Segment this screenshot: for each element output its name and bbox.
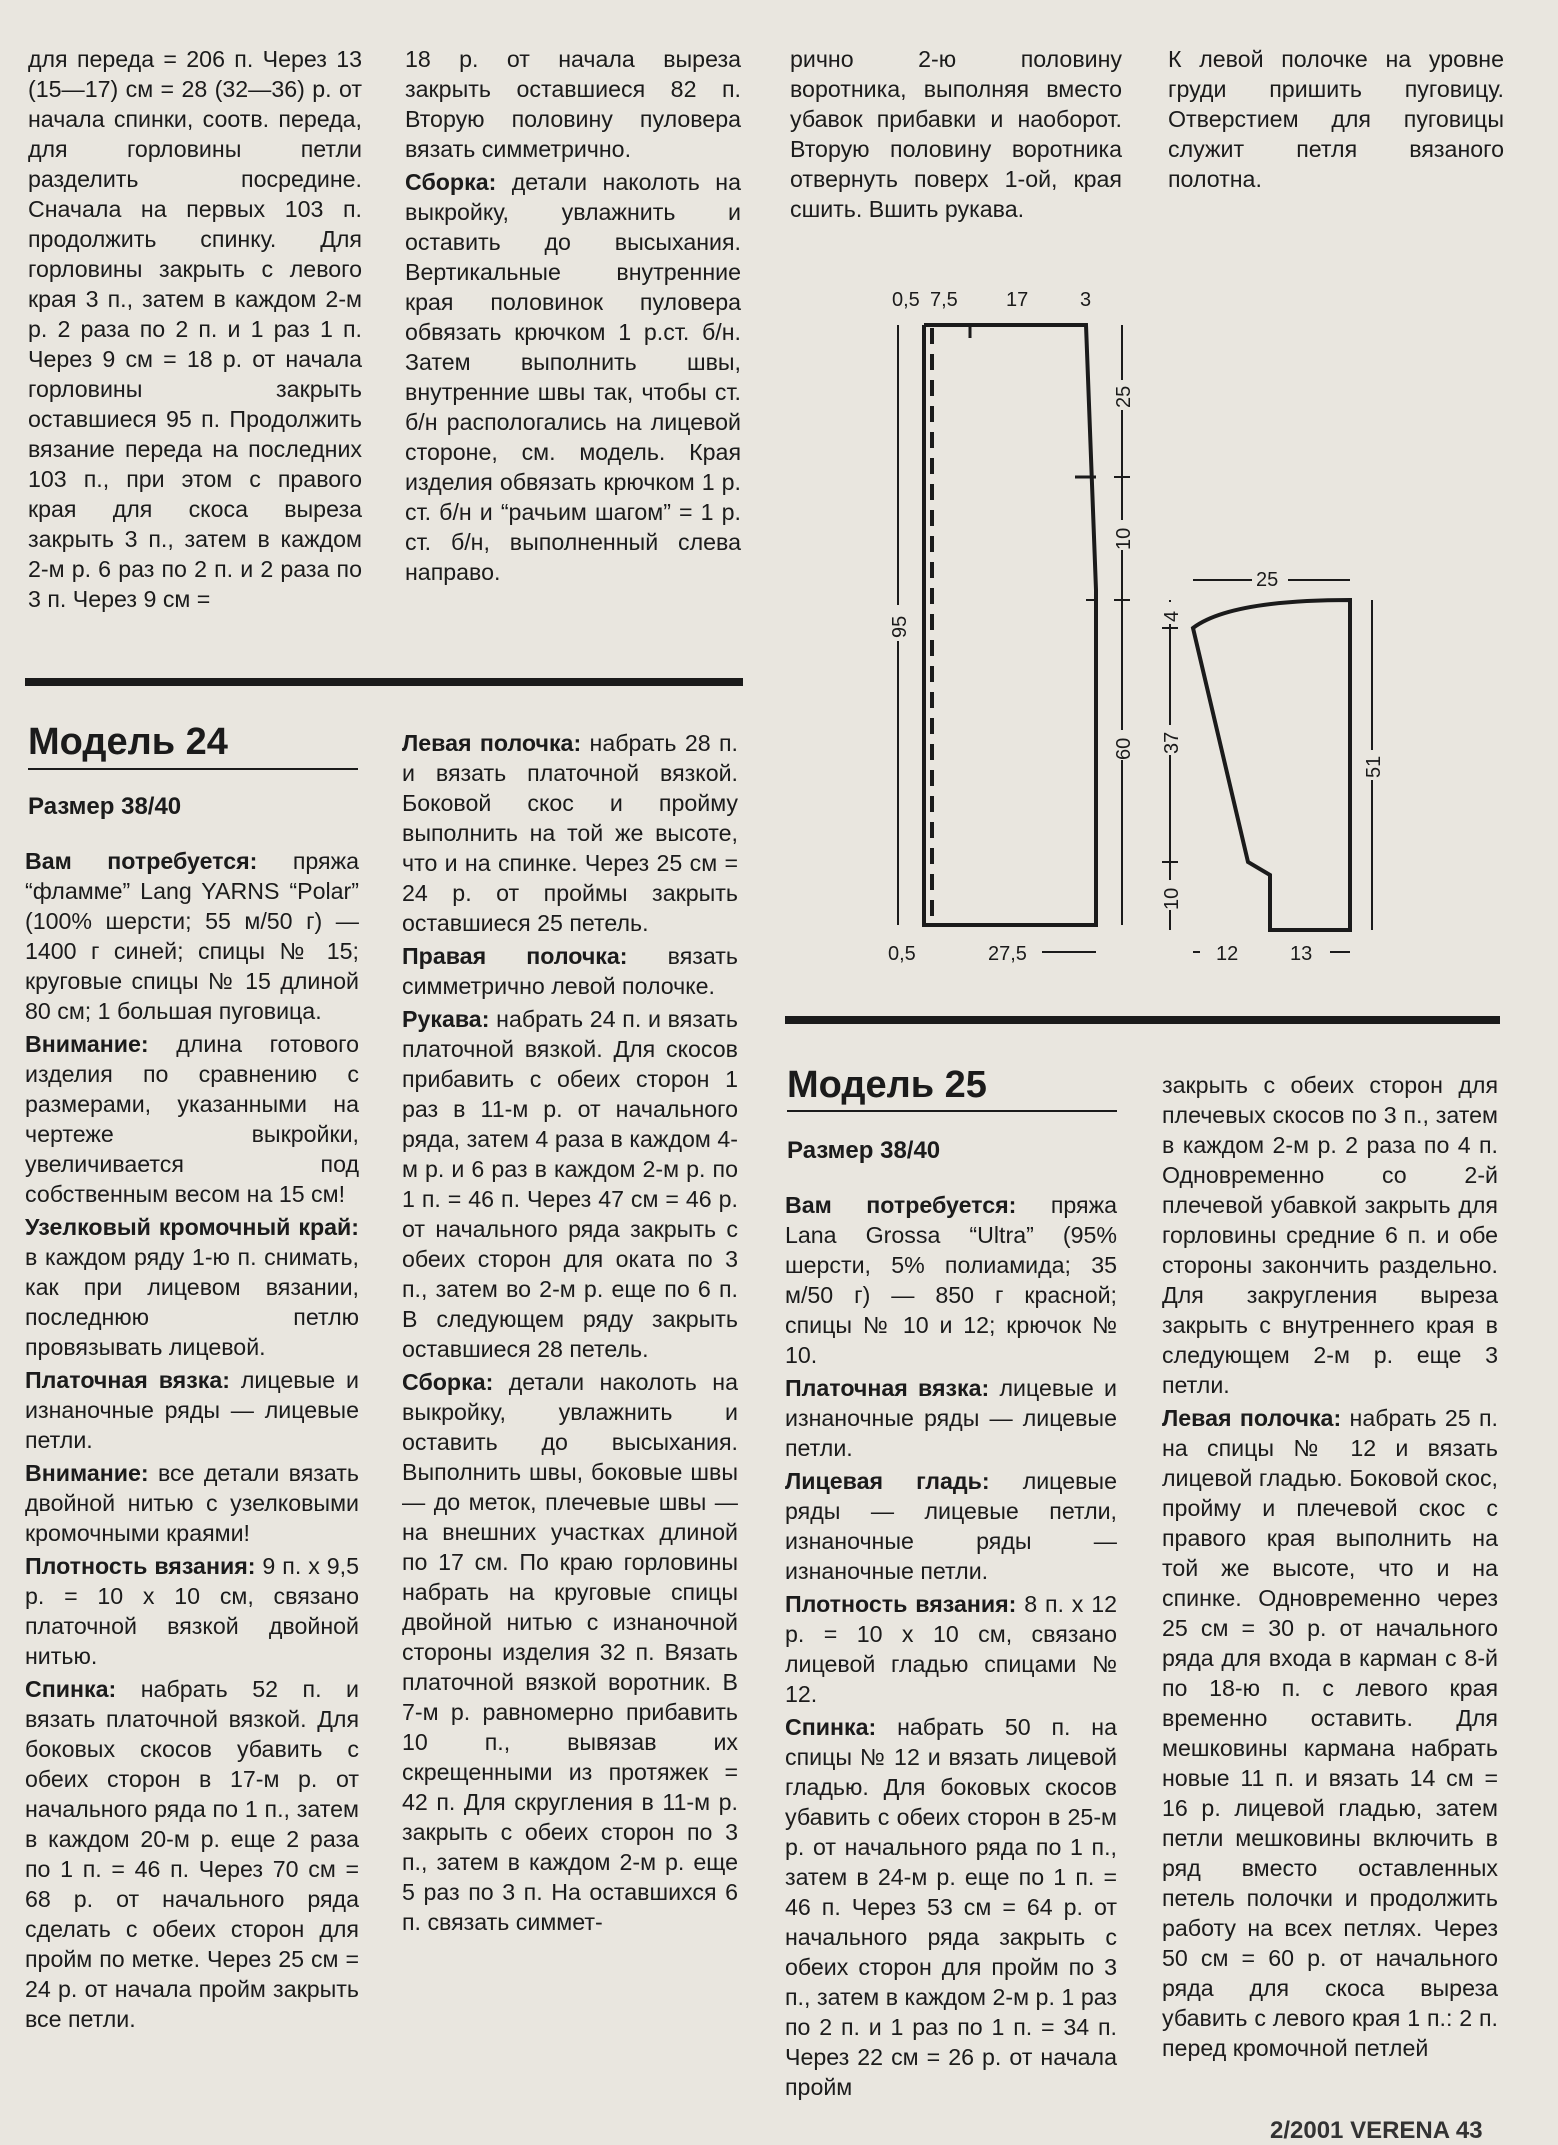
- front-bottom-label-b: 27,5: [988, 943, 1027, 965]
- front-top-label-a: 0,5: [892, 289, 920, 311]
- top-col2-intro: 18 р. от начала выреза закрыть оставшиеся 82 п. Вторую половину пуловера вязать симметрично.: [405, 46, 741, 162]
- top-col1-text: для переда = 206 п. Через 13 (15—17) см = 28 (32—36) р. от начала спинки, соотв. переда, для горловины петли разделить посредине. Сначала на первых 103 п. продолжить спинку. Для горловины закрыть с левого края 3 п., затем в каждом 2-м р. 2 раза по 2 п. и 1 раз 1 п. Через 9 см = 18 р. от начала горловины закрыть оставшиеся 95 п. Продолжить вязание переда на последних 103 п., при этом с правого края для скоса выреза закрыть 3 п., затем в каждом 2-м р. 6 раз по 2 п. и 2 раза по 3 п. Через 9 см =: [28, 46, 362, 612]
- pattern-diagrams: [760, 270, 1540, 990]
- m24-c1-p3: [25, 1365, 359, 1455]
- front-right-label-a: 25: [1113, 385, 1135, 408]
- sleeve-outline: [1193, 600, 1350, 930]
- section-divider-right: [785, 1016, 1500, 1024]
- m25-c1-p0-label: Вам потребуется:: [785, 1192, 1017, 1218]
- front-top-label-c: 17: [1006, 289, 1029, 311]
- m24-c2-p0: [402, 728, 738, 938]
- m24-c2-p2-text: набрать 24 п. и вязать платочной вязкой. Для скосов прибавить с обеих сторон 1 раз в 11-м р. от начального ряда, затем 4 раза в каждом 4-м р. и 6 раз в каждом 2-м р. по 1 п. = 46 п. Через 47 см = 46 р. от начального ряда закрыть с обеих сторон для оката по 3 п., затем во 2-м р. еще по 6 п. В следующем ряду закрыть оставшиеся 28 петель.: [402, 1006, 738, 1362]
- top-col-2: [405, 44, 741, 590]
- m25-c1-p3: [785, 1589, 1117, 1709]
- front-right-label-b: 10: [1113, 527, 1135, 550]
- m24-c2-p0-label: Левая полочка:: [402, 730, 582, 756]
- m24-c2-p0-text: набрать 28 п. и вязать платочной вязкой. Боковой скос и пройму выполнить на той же высоте, что и на спинке. Через 25 см = 24 р. от проймы закрыть оставшиеся 25 петель.: [402, 730, 738, 936]
- assembly-label: Сборка:: [405, 169, 497, 195]
- m25-c1-p4-text: набрать 50 п. на спицы № 12 и вязать лицевой гладью. Для боковых скосов убавить с обеих сторон в 25-м р. от начального ряда по 1 п., затем в 24-м р. еще по 1 п. = 46 п. Через 53 см = 64 р. от начального ряда закрыть с обеих сторон для пройм по 3 п., затем в каждом 2-м р. 1 раз по 2 п. и 1 раз по 1 п. = 34 п. Через 22 см = 26 р. от начала пройм: [785, 1714, 1117, 2100]
- m25-c1-p2: [785, 1466, 1117, 1586]
- m24-c1-p6-label: Спинка:: [25, 1676, 117, 1702]
- assembly-text: детали наколоть на выкройку, увлажнить и оставить до высыхания. Вертикальные внутренние края половинок пуловера обвязать крючком 1 р.ст. б/н. Затем выполнить швы, внутренние швы так, чтобы ст. б/н распологались на лицевой стороне, см. модель. Края изделия обвязать крючком 1 р. ст. б/н и “рачьим шагом” = 1 р. ст. б/н, выполненный слева направо.: [405, 169, 741, 585]
- model24-title: Модель 24: [28, 721, 228, 763]
- m24-c2-p1-text: вязать симметрично левой полочке.: [402, 943, 738, 999]
- model25-title: Модель 25: [787, 1064, 987, 1106]
- m24-c1-p1-text: длина готового изделия по сравнению с размерами, указанными на чертеже выкройки, увеличивается под собственным весом на 15 см!: [25, 1031, 359, 1207]
- m24-c1-p2: [25, 1212, 359, 1362]
- m25-c1-p3-label: Плотность вязания:: [785, 1591, 1017, 1617]
- m24-c2-p3-label: Сборка:: [402, 1369, 494, 1395]
- m25-c1-p4-label: Спинка:: [785, 1714, 877, 1740]
- top-col3-text: рично 2-ю половину воротника, выполняя вместо убавок прибавки и наоборот. Вторую половину воротника отвернуть поверх 1-ой, края сшить. Вшить рукава.: [790, 46, 1122, 222]
- front-piece-outline: [924, 325, 1096, 925]
- sleeve-left-label-b: 37: [1161, 731, 1183, 754]
- sleeve-diagram: [1162, 580, 1372, 952]
- front-right-label-c: 60: [1113, 737, 1135, 760]
- top-col-4: [1168, 44, 1504, 197]
- page-footer: 2/2001 VERENA 43: [1270, 2117, 1483, 2144]
- m24-c2-p1-label: Правая полочка:: [402, 943, 628, 969]
- m24-c1-p3-text: лицевые и изнаночные ряды — лицевые петли.: [25, 1367, 359, 1453]
- model25-title-underline: [787, 1110, 1117, 1112]
- m24-c1-p0-text: пряжа “фламме” Lang YARNS “Polar” (100% шерсти; 55 м/50 г) — 1400 г синей; спицы № 15; круговые спицы № 15 длиной 80 см; 1 большая пуговица.: [25, 848, 359, 1024]
- m25-c1-p1: [785, 1373, 1117, 1463]
- m24-c1-p5-text: 9 п. х 9,5 р. = 10 х 10 см, связано платочной вязкой двойной нитью.: [25, 1553, 359, 1669]
- m25-c2-intro: закрыть с обеих сторон для плечевых скосов по 3 п., затем в каждом 2-м р. 2 раза по 4 п. Одновременно со 2-й плечевой убавкой закрыть для горловины средние 6 п. и обе стороны закончить раздельно. Для закругления выреза закрыть с внутреннего края в следующем 2-м р. еще 3 петли.: [1162, 1072, 1498, 1398]
- m24-c1-p3-label: Платочная вязка:: [25, 1367, 230, 1393]
- front-top-label-b: 7,5: [930, 289, 958, 311]
- top-col-1: [28, 44, 362, 617]
- m24-c1-p6: [25, 1674, 359, 2034]
- m25-c1-p0: [785, 1190, 1117, 1370]
- model24-col-2: [402, 728, 738, 1940]
- sleeve-bottom-label-b: 13: [1290, 943, 1313, 965]
- m24-c1-p4-text: все детали вязать двойной нитью с узелковыми кромочными краями!: [25, 1460, 359, 1546]
- m25-c1-p1-text: лицевые и изнаночные ряды — лицевые петли.: [785, 1375, 1117, 1461]
- m24-c2-p3: [402, 1367, 738, 1937]
- section-divider-left: [25, 678, 743, 686]
- m25-c1-p4: [785, 1712, 1117, 2102]
- front-left-label: 95: [889, 615, 911, 638]
- model24-size: Размер 38/40: [28, 793, 182, 820]
- m24-c1-p6-text: набрать 52 п. и вязать платочной вязкой. Для боковых скосов убавить с обеих сторон в 17-м р. от начального ряда по 1 п., затем в каждом 20-м р. еще 2 раза по 1 п. = 46 п. Через 70 см = 68 р. от начального ряда сделать с обеих сторон для пройм по метке. Через 25 см = 24 р. от начала пройм закрыть все петли.: [25, 1676, 359, 2032]
- m25-c1-p0-text: пряжа Lana Grossa “Ultra” (95% шерсти, 5% полиамида; 35 м/50 г) — 850 г красной; спицы № 10 и 12; крючок № 10.: [785, 1192, 1117, 1368]
- front-bottom-label-a: 0,5: [888, 943, 916, 965]
- m24-c1-p2-text: в каждом ряду 1-ю п. снимать, как при лицевом вязании, последнюю петлю провязывать лицевой.: [25, 1244, 359, 1360]
- m24-c2-p2: [402, 1004, 738, 1364]
- m24-c1-p5: [25, 1551, 359, 1671]
- m24-c1-p5-label: Плотность вязания:: [25, 1553, 256, 1579]
- m24-c2-p1: [402, 941, 738, 1001]
- m25-c1-p3-text: 8 п. х 12 р. = 10 х 10 см, связано лицевой гладью спицами № 12.: [785, 1591, 1117, 1707]
- m25-c2-p0-text: набрать 25 п. на спицы № 12 и вязать лицевой гладью. Боковой скос, пройму и плечевой скос с правого края выполнить на той же высоте, что и на спинке. Одновременно через 25 см = 30 р. от начального ряда для входа в карман с 8-й по 18-ю п. с левого края временно оставить. Для мешковины кармана набрать новые 11 п. и вязать 14 см = 16 р. лицевой гладью, затем петли мешковины включить в ряд вместо оставленных петель полочки и продолжить работу на всех петлях. Через 50 см = 60 р. от начального ряда для скоса выреза убавить с левого края 1 п.: 2 п. перед кромочной петлей: [1162, 1405, 1498, 2061]
- model24-title-underline: [28, 768, 358, 770]
- m24-c1-p0: [25, 846, 359, 1026]
- sleeve-left-label-c: 10: [1161, 887, 1183, 910]
- m25-c1-p1-label: Платочная вязка:: [785, 1375, 990, 1401]
- sleeve-left-label-a: 4: [1161, 610, 1183, 622]
- top-col-3: [790, 44, 1122, 227]
- m24-c1-p4: [25, 1458, 359, 1548]
- m24-c1-p1-label: Внимание:: [25, 1031, 149, 1057]
- m24-c2-p2-label: Рукава:: [402, 1006, 490, 1032]
- m25-c1-p2-text: лицевые ряды — лицевые петли, изнаночные ряды — изнаночные петли.: [785, 1468, 1117, 1584]
- m25-c2-p0: [1162, 1403, 1498, 2063]
- sleeve-bottom-label-a: 12: [1216, 943, 1239, 965]
- model25-col-2: [1162, 1070, 1498, 2066]
- sleeve-top-label: 25: [1256, 569, 1279, 591]
- m24-c1-p1: [25, 1029, 359, 1209]
- m24-c2-p3-text: детали наколоть на выкройку, увлажнить и оставить до высыхания. Выполнить швы, боковые швы — до меток, плечевые швы — на внешних участках длиной по 17 см. По краю горловины набрать на круговые спицы двойной нитью с изнаночной стороны изделия 32 п. Вязать платочной вязкой воротник. В 7-м р. равномерно прибавить 10 п., вывязав их скрещенными из протяжек = 42 п. Для скругления в 11-м р. закрыть с обеих сторон по 3 п., затем в каждом 2-м р. еще 5 раз по 3 п. На оставшихся 6 п. связать симмет-: [402, 1369, 738, 1935]
- model25-col-1: [785, 1190, 1117, 2105]
- top-col4-text: К левой полочке на уровне груди пришить пуговицу. Отверстием для пуговицы служит петля вязаного полотна.: [1168, 46, 1504, 192]
- model24-col-1: [25, 846, 359, 2037]
- front-top-label-d: 3: [1080, 289, 1092, 311]
- top-col2-assembly: [405, 167, 741, 587]
- m25-c2-p0-label: Левая полочка:: [1162, 1405, 1342, 1431]
- m24-c1-p0-label: Вам потребуется:: [25, 848, 258, 874]
- m24-c1-p4-label: Внимание:: [25, 1460, 149, 1486]
- front-piece-diagram: [898, 298, 1130, 952]
- m24-c1-p2-label: Узелковый кромочный край:: [25, 1214, 359, 1240]
- model25-size: Размер 38/40: [787, 1137, 941, 1164]
- m25-c1-p2-label: Лицевая гладь:: [785, 1468, 990, 1494]
- sleeve-right-label: 51: [1363, 755, 1385, 778]
